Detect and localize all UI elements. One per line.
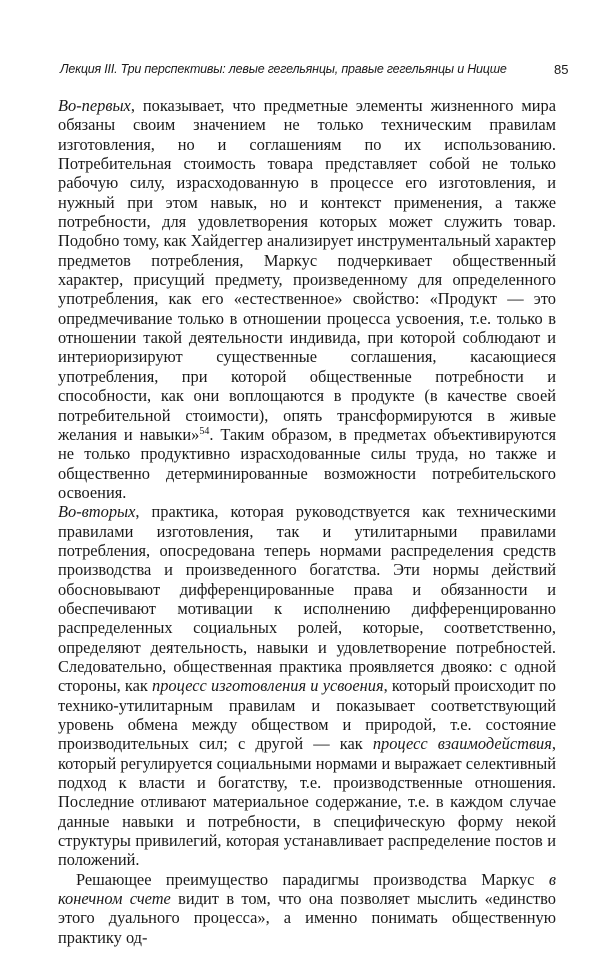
paragraph-1-intro: Во-первых: [58, 96, 131, 115]
paragraph-2-text-c: , который регулируется социальными нормами и выражает селективный подход к власти и богатству, т.е. производственные отношения. Последние отливают материальное содержание, т.е. в каждом случае данные навыки и потребности, в специфическую форму некой структуры привилегий, которая устанавливает распределение постов и положений.: [58, 734, 556, 870]
paragraph-1-text-b: . Таким образом, в предметах объективируются не только продуктивно израсходованные силы труда, но также и общественно детерминированные возможности потребительского освоения.: [58, 424, 556, 502]
paragraph-3: [58, 870, 556, 947]
footnote-marker-54[interactable]: 54: [199, 425, 210, 437]
paragraph-2-text-a: , практика, которая руководствуется как техническими правилами изготовления, так и утилитарными правилами потребления, опосредована теперь нормами распределения средств производства и произведенного богатства. Эти нормы действий обосновывают дифференцированные права и обязанности и обеспечивают мотивации к исполнению дифференцированно распределенных социальных ролей, которые, соответственно, определяют деятельность, навыки и удовлетворение потребностей. Следовательно, общественная практика проявляется двояко: с одной стороны, как: [58, 502, 556, 696]
paragraph-3-italic-a: в конечном счете: [58, 869, 556, 909]
paragraph-2-intro: Во-вторых: [58, 502, 136, 522]
paragraph-2: [58, 502, 556, 870]
page-number: 85: [554, 62, 569, 77]
paragraph-3-text-a: Решающее преимущество парадигмы производства Маркус: [76, 869, 549, 889]
paragraph-2-text-b: , который происходит по технико-утилитарным правилам и показывает соответствующий уровень обмена между обществом и природой, т.е. состояние производительных сил; с другой — как: [58, 676, 556, 754]
body-text: [58, 96, 556, 947]
paragraph-1: [58, 96, 556, 502]
paragraph-1-text-a: , показывает, что предметные элементы жизненного мира обязаны своим значением не только техническим правилам изготовления, но и соглашениям по их использованию. Потребительная стоимость товара представляет собой не только рабочую силу, израсходованную в процессе его изготовления, и нужный при этом навык, но и контекст применения, а также потребности, для удовлетворения которых может служить товар. Подобно тому, как Хайдеггер анализирует инструментальный характер предметов потребления, Маркус подчеркивает общественный характер, присущий предмету, произведенному для определенного употребления, как его «естественное» свойство: «Продукт — это опредмечивание только в отношении процесса усвоения, т.е. только в отношении такой деятельности индивида, при которой соблюдают и интериоризируют существенные соглашения, касающиеся употребления, при которой общественные потребности и способности, как они воплощаются в продукте (в качестве своей потребительной стоимости), опять трансформируются в живые желания и навыки»: [58, 96, 556, 444]
paragraph-3-text-b: видит в том, что она позволяет мыслить «единство этого дуального процесса», а именно понимать общественную практику од-: [58, 889, 556, 947]
paragraph-2-italic-a: процесс изготовления и усвоения: [152, 676, 384, 696]
paragraph-2-italic-b: процесс взаимодействия: [372, 734, 552, 754]
running-head-title: Лекция III. Три перспективы: левые гегельянцы, правые гегельянцы и Ницше: [60, 62, 507, 76]
